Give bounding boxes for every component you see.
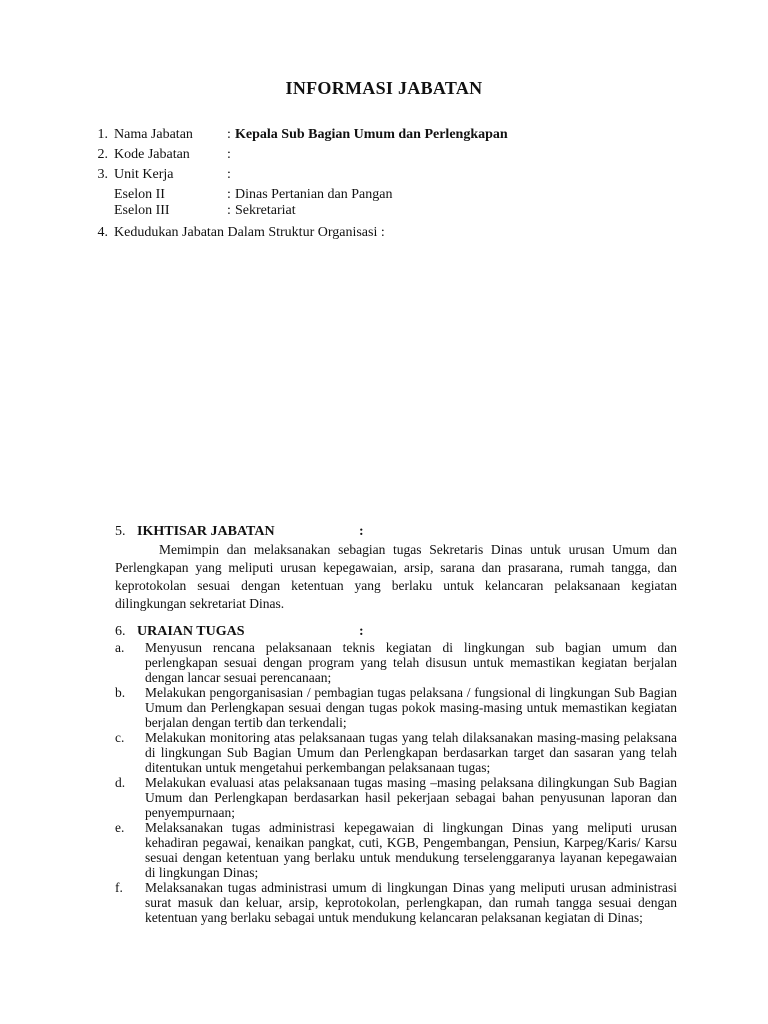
task-letter: e. (115, 820, 125, 835)
field-colon: : (227, 147, 231, 162)
task-letter: b. (115, 685, 126, 700)
list-item (115, 820, 677, 880)
eselon-label: Eselon III (114, 203, 170, 218)
field-colon: : (227, 167, 231, 182)
list-item (115, 880, 677, 925)
field-number: 1. (97, 127, 108, 142)
task-text: Melakukan pengorganisasian / pembagian tugas pelaksana / fungsional di lingkungan Sub Bagian Umum dan Perlengkapan sesuai dengan tugas pokok masing-masing untuk memastikan kegiatan berjalan dengan tertib dan terkendali; (145, 685, 677, 730)
task-letter: f. (115, 880, 123, 895)
task-text: Melakukan evaluasi atas pelaksanaan tugas masing –masing pelaksana dilingkungan Sub Bagian Umum dan Perlengkapan berdasarkan hasil pekerjaan sebagai bahan penyusunan laporan dan penyempurnaan; (145, 775, 677, 820)
field-row-kedudukan (88, 223, 708, 243)
section-colon: : (359, 624, 364, 639)
task-list (115, 640, 677, 925)
eselon-value: Dinas Pertanian dan Pangan (235, 187, 393, 202)
field-row-unit-kerja (88, 165, 708, 185)
list-item (115, 775, 677, 820)
section-title: IKHTISAR JABATAN (137, 524, 275, 539)
field-label: Unit Kerja (114, 167, 174, 182)
field-number: 4. (97, 225, 108, 240)
eselon-label: Eselon II (114, 187, 165, 202)
task-letter: a. (115, 640, 125, 655)
field-value: Kepala Sub Bagian Umum dan Perlengkapan (235, 127, 508, 142)
field-label: Nama Jabatan (114, 127, 193, 142)
field-row-nama-jabatan (88, 125, 708, 145)
job-info-fields (88, 125, 708, 243)
section-title: URAIAN TUGAS (137, 624, 245, 639)
field-label: Kedudukan Jabatan Dalam Struktur Organisasi : (114, 225, 385, 240)
task-text: Melaksanakan tugas administrasi umum di lingkungan Dinas yang meliputi urusan administrasi surat masuk dan keluar, arsip, keprotokolan, perlengkapan, dan rumah tangga sesuai dengan ketentuan yang berlaku sebagai untuk mendukung kelancaran pelaksanan kegiatan di Dinas; (145, 880, 677, 925)
section-number: 5. (115, 524, 126, 539)
eselon-value: Sekretariat (235, 203, 296, 218)
field-row-eselon-ii (88, 187, 708, 203)
document-title: INFORMASI JABATAN (285, 78, 483, 98)
field-label: Kode Jabatan (114, 147, 190, 162)
list-item (115, 685, 677, 730)
task-text: Menyusun rencana pelaksanaan teknis kegiatan di lingkungan sub bagian umum dan perlengkapan sesuai dengan program yang telah disusun untuk memastikan kegiatan berjalan dengan lancar sesuai perencanaan; (145, 640, 677, 685)
task-letter: c. (115, 730, 125, 745)
list-item (115, 730, 677, 775)
task-letter: d. (115, 775, 126, 790)
section-number: 6. (115, 624, 126, 639)
ikhtisar-paragraph: Memimpin dan melaksanakan sebagian tugas Sekretaris Dinas untuk urusan Umum dan Perlengkapan yang meliputi urusan kepegawaian, arsip, sarana dan prasarana, rumah tangga, dan keprotokolan sesuai dengan ketentuan yang berlaku untuk kelancaran pelaksanaan kegiatan dilingkungan sekretariat Dinas. (115, 542, 677, 611)
field-row-kode-jabatan (88, 145, 708, 165)
field-colon: : (227, 127, 231, 142)
section-colon: : (359, 524, 364, 539)
task-text: Melakukan monitoring atas pelaksanaan tugas yang telah dilaksanakan masing-masing pelaksana di lingkungan Sub Bagian Umum dan Perlengkapan berdasarkan target dan sasaran yang telah ditentukan untuk mengetahui perkembangan pelaksanaan tugas; (145, 730, 677, 775)
list-item (115, 640, 677, 685)
field-number: 2. (97, 147, 108, 162)
field-colon: : (227, 203, 231, 218)
task-text: Melaksanakan tugas administrasi kepegawaian di lingkungan Dinas yang meliputi urusan kehadiran pegawai, kenaikan pangkat, cuti, KGB, Pengembangan, Pensiun, Karpeg/Karis/ Karsu sesuai dengan ketentuan yang berlaku untuk mendukung terselenggaranya layanan kepegawaian di lingkungan Dinas; (145, 820, 677, 880)
field-number: 3. (97, 167, 108, 182)
field-colon: : (227, 187, 231, 202)
field-row-eselon-iii (88, 203, 708, 219)
